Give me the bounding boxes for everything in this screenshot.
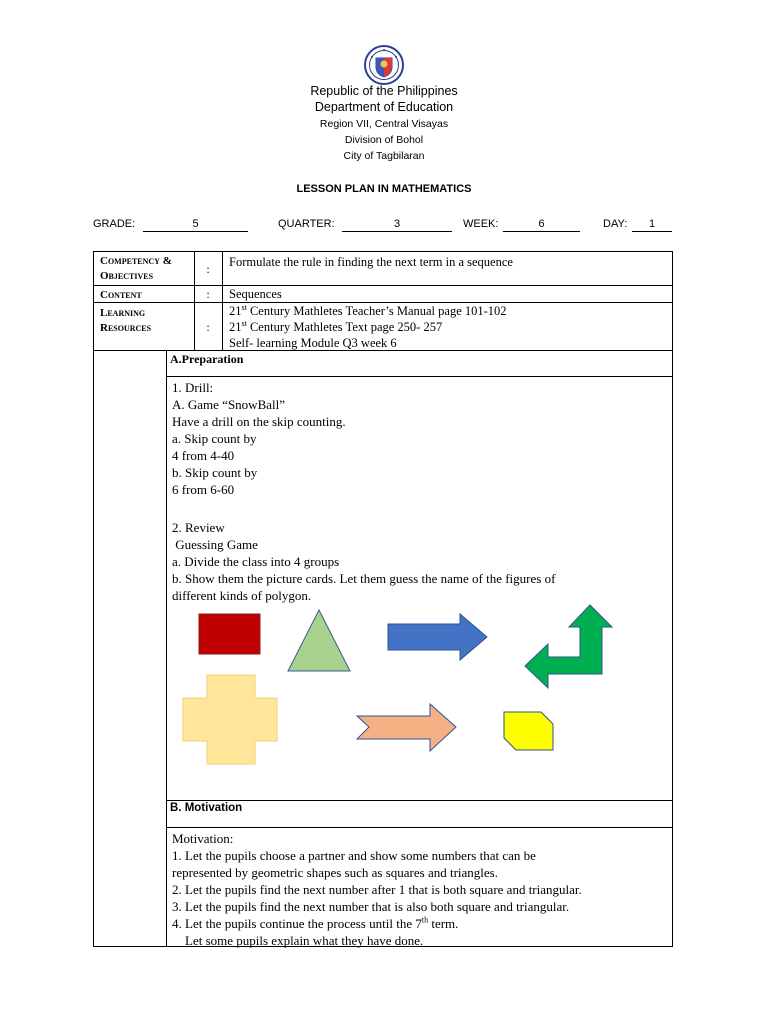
competency-text: Formulate the rule in finding the next term in a sequence	[229, 255, 513, 269]
motivation-line: 2. Let the pupils find the next number after 1 that is both square and triangular.	[172, 882, 582, 897]
content-text: Sequences	[229, 287, 282, 301]
content-label: Content	[100, 289, 142, 301]
orange-notched-arrow-shape	[357, 704, 456, 751]
resources-colon: :	[206, 320, 210, 334]
resource-item: 21st Century Mathletes Teacher’s Manual page 101-102	[229, 302, 507, 318]
resource-item: Self- learning Module Q3 week 6	[229, 336, 397, 350]
motivation-line: represented by geometric shapes such as squares and triangles.	[172, 865, 498, 880]
drill-line: a. Skip count by	[172, 431, 257, 446]
review-line: different kinds of polygon.	[172, 588, 312, 603]
motivation-section	[172, 830, 582, 949]
header-republic: Republic of the Philippines	[310, 84, 458, 98]
header-city: City of Tagbilaran	[343, 150, 425, 162]
learning-label: Learning	[100, 307, 146, 319]
review-line: Guessing Game	[172, 537, 258, 552]
competency-label: Competency &	[100, 255, 172, 267]
quarter-value: 3	[342, 218, 452, 232]
review-line: b. Show them the picture cards. Let them guess the name of the figures of	[172, 571, 556, 586]
resource-item: 21st Century Mathletes Text page 250- 257	[229, 318, 443, 334]
day-label: DAY:	[603, 218, 628, 230]
motivation-line: Let some pupils explain what they have done.	[172, 933, 424, 948]
week-label: WEEK:	[463, 218, 499, 230]
quarter-label: QUARTER:	[278, 218, 335, 230]
content-colon: :	[206, 287, 210, 301]
drill-line: 6 from 6-60	[172, 482, 235, 497]
objectives-label: Objectives	[100, 270, 154, 282]
drill-line: Have a drill on the skip counting.	[172, 414, 346, 429]
day-value: 1	[632, 218, 672, 232]
grade-label: GRADE:	[93, 218, 136, 230]
green-bent-arrow-shape	[525, 605, 612, 688]
motivation-heading: B. Motivation	[170, 802, 243, 814]
review-line: 2. Review	[172, 520, 225, 535]
document-title: LESSON PLAN IN MATHEMATICS	[296, 183, 472, 195]
header-department: Department of Education	[314, 100, 454, 114]
motivation-line: 3. Let the pupils find the next number that is also both square and triangular.	[172, 899, 570, 914]
drill-line: b. Skip count by	[172, 465, 258, 480]
review-line: a. Divide the class into 4 groups	[172, 554, 340, 569]
resources-label: Resources	[100, 322, 152, 334]
yellow-snipped-rectangle-shape	[504, 712, 553, 750]
yellow-cross-shape	[183, 675, 277, 764]
green-triangle-shape	[288, 610, 350, 671]
drill-line: 4 from 4-40	[172, 448, 235, 463]
blue-right-arrow-shape	[388, 614, 487, 660]
motivation-line: 1. Let the pupils choose a partner and show some numbers that can be	[172, 848, 536, 863]
motivation-line: 4. Let the pupils continue the process until the 7th term.	[172, 915, 459, 931]
red-rectangle-shape	[199, 614, 260, 654]
drill-line: 1. Drill:	[172, 380, 214, 395]
grade-value: 5	[143, 218, 248, 232]
competency-colon: :	[206, 262, 210, 276]
header-region: Region VII, Central Visayas	[319, 118, 449, 130]
preparation-heading: A.Preparation	[170, 352, 244, 366]
header-division: Division of Bohol	[344, 134, 424, 146]
drill-line: A. Game “SnowBall”	[172, 397, 286, 412]
week-value: 6	[503, 218, 580, 232]
motivation-title: Motivation:	[172, 831, 234, 846]
